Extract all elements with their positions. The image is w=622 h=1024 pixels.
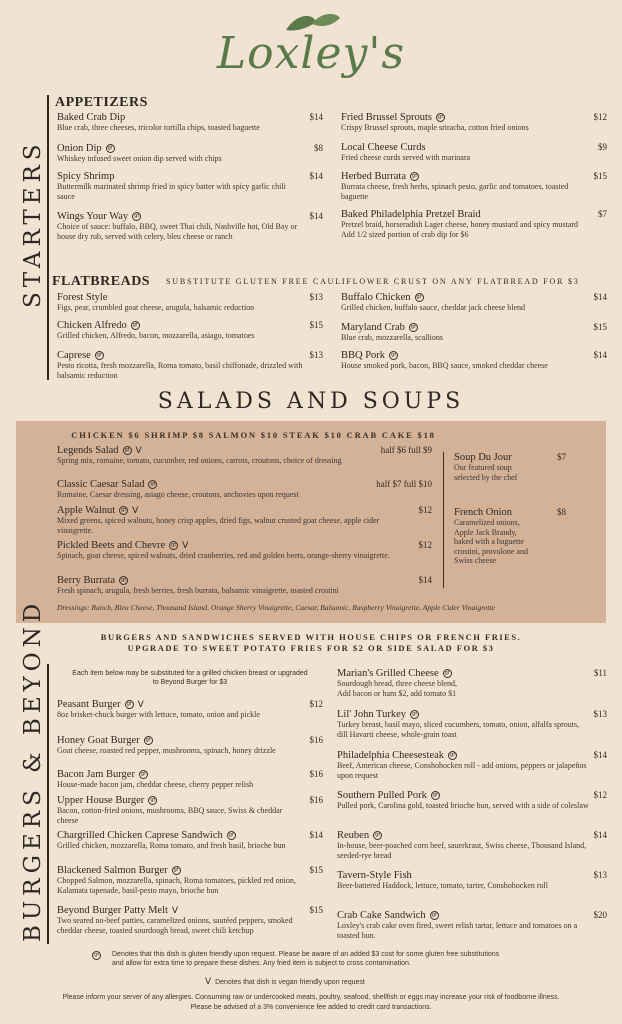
item-name: Tavern-Style Fish [337, 870, 412, 881]
item-name: Chargrilled Chicken Caprese Sandwich [57, 830, 223, 841]
item-name-row [341, 292, 607, 303]
gf-badge-icon: gf [430, 911, 439, 920]
item-name: Caprese [57, 350, 91, 361]
menu-item [57, 479, 432, 500]
vegan-v-icon: ᐯ [132, 505, 139, 516]
item-price: $20 [593, 910, 607, 920]
allergy-notice: Please inform your server of any allergies. Consuming raw or undercooked meats, poultry, seafood, shellfish or eggs may increase your risk of foodborne illness. [62, 994, 560, 1001]
menu-item [337, 668, 607, 698]
item-price: $16 [309, 735, 323, 745]
fee-notice: Please be advised of a 3% convenience fee added to credit card transactions. [190, 1004, 432, 1011]
menu-item [57, 350, 323, 380]
item-price: $13 [593, 709, 607, 719]
flatbreads-note: SUBSTITUTE GLUTEN FREE CAULIFLOWER CRUST ON ANY FLATBREAD FOR $3 [166, 277, 580, 286]
burgers-header-line2: UPGRADE TO SWEET POTATO FRIES FOR $2 OR SIDE SALAD FOR $3 [127, 643, 495, 653]
menu-item [57, 320, 323, 341]
gf-badge-icon: gf [92, 951, 101, 960]
gf-badge-icon: gf [169, 541, 178, 550]
item-name-row [57, 171, 323, 182]
menu-item [337, 830, 607, 860]
menu-item [57, 830, 323, 851]
item-price: $14 [593, 292, 607, 302]
menu-item [57, 769, 323, 790]
vegan-v-icon: ᐯ [182, 540, 189, 551]
menu-item [57, 211, 323, 241]
item-name: Maryland Crab [341, 322, 405, 333]
brand-name: Loxley's [216, 28, 406, 79]
item-description: Goat cheese, roasted red pepper, mushrooms, spinach, honey drizzle [57, 746, 276, 755]
item-description: Crispy Brussel sprouts, maple sriracha, cotton fried onions [341, 123, 529, 132]
gf-badge-icon: gf [123, 446, 132, 455]
starters-rule [47, 95, 49, 380]
item-description: Mixed greens, spiced walnuts, honey crisp apples, dried figs, walnut crusted goat cheese, apple cider vinaigrette. [57, 516, 380, 535]
item-name: Forest Style [57, 292, 108, 303]
item-price: $16 [309, 769, 323, 779]
gf-badge-icon: gf [389, 351, 398, 360]
item-price: $11 [593, 668, 607, 678]
item-description: Bacon, cotton-fried onions, mushrooms, BBQ sauce, Swiss & cheddar cheese [57, 806, 283, 825]
item-description: Fresh spinach, arugula, fresh berries, fresh burrata, balsamic vinaigrette, toasted crostini [57, 586, 339, 595]
item-name: Wings Your Way [57, 211, 129, 222]
gf-badge-icon: gf [409, 323, 418, 332]
menu-item [57, 505, 432, 535]
menu-item [337, 750, 607, 780]
menu-item [341, 292, 607, 313]
gf-badge-icon: gf [119, 506, 128, 515]
item-name-row [57, 735, 323, 746]
item-name-row [341, 350, 607, 361]
item-name: Philadelphia Cheesesteak [337, 750, 445, 761]
item-name-row [57, 211, 323, 222]
item-name: Upper House Burger [57, 795, 145, 806]
item-name-row [337, 668, 607, 679]
item-name: Apple Walnut [57, 505, 116, 516]
item-price: $16 [309, 795, 323, 805]
gf-badge-icon: gf [139, 770, 148, 779]
item-name: Marian's Grilled Cheese [337, 668, 439, 679]
item-name-row [57, 865, 323, 876]
menu-item [341, 209, 607, 239]
item-name-row [57, 112, 323, 123]
menu-item [57, 540, 432, 561]
starters-label: STARTERS [20, 139, 46, 308]
salads-title: SALADS AND SOUPS [157, 389, 465, 414]
item-price: $14 [593, 750, 607, 760]
item-price: $15 [309, 905, 323, 915]
item-description: Fried cheese curds served with marinara [341, 153, 471, 162]
item-name: Beyond Burger Patty Melt [57, 905, 168, 916]
item-price: $13 [309, 292, 323, 302]
item-description: Spinach, goat cheese, spiced walnuts, dried cranberries, red and golden beets, orange-sherry vinaigrette. [57, 551, 390, 560]
item-name-row [341, 209, 607, 220]
gf-badge-icon: gf [373, 831, 382, 840]
gf-badge-icon: gf [448, 751, 457, 760]
item-description: Figs, pear, crumbled goat cheese, arugula, balsamic reduction [57, 303, 255, 312]
item-name-row [337, 830, 607, 841]
item-description: Blue crab, three cheeses, tricolor tortilla chips, toasted baguette [57, 123, 260, 132]
item-price: $7 [557, 452, 566, 462]
item-description: Beef, American cheese, Conshohocken roll - add onions, peppers or jalapeños upon request [337, 761, 587, 780]
item-name-row [57, 795, 323, 806]
vegan-v-icon: ᐯ [205, 977, 212, 987]
menu-item [337, 790, 607, 811]
vegan-v-icon: ᐯ [137, 699, 144, 710]
item-description: 8oz brisket-chuck burger with lettuce, tomato, onion and pickle [57, 710, 260, 719]
gf-footnote-text: Denotes that this dish is gluten friendly upon request. Please be aware of an added $3 cost for some gluten free substitutions and allow for extra time to prepare these dishes. Any fried item is subject to cross contamination. [112, 951, 500, 967]
gf-badge-icon: gf [431, 791, 440, 800]
gf-badge-icon: gf [131, 321, 140, 330]
item-name: Spicy Shrimp [57, 171, 115, 182]
item-name: French Onion [454, 507, 513, 518]
vegan-footnote-text: Denotes that dish is vegan friendly upon request [215, 979, 365, 986]
item-description: Sourdough bread, three cheese blend, [337, 679, 457, 688]
item-price: $15 [593, 171, 607, 181]
item-description: Pretzel braid, horseradish Lager cheese, honey mustard and spicy mustard [341, 220, 579, 229]
salad-soup-divider [443, 452, 444, 588]
gf-badge-icon: gf [410, 172, 419, 181]
item-description: Pesto ricotta, fresh mozzarella, Roma tomato, basil chiffonade, drizzled with balsamic reduction [57, 361, 303, 380]
item-description: In-house, beer-poached corn beef, sauerkraut, Swiss cheese, Thousand Island, seeded-rye bread [337, 841, 587, 860]
item-price: $15 [309, 320, 323, 330]
gf-badge-icon: gf [227, 831, 236, 840]
item-description: Turkey breast, basil mayo, sliced cucumbers, tomato, onion, alfalfa sprouts, dill Havarti cheese, whole-grain toast [337, 720, 580, 739]
item-name: Herbed Burrata [341, 171, 407, 182]
gf-badge-icon: gf [144, 736, 153, 745]
menu-item [57, 112, 323, 133]
item-price: $14 [418, 575, 432, 585]
item-price: $9 [598, 142, 607, 152]
item-name: Baked Philadelphia Pretzel Braid [341, 209, 481, 220]
item-description: Chopped Salmon, mozzarella, spinach, Roma tomatoes, pickled red onion, Kalamata tapenade, basil-pesto mayo, brioche bun [57, 876, 296, 895]
item-price: $8 [557, 507, 566, 517]
item-price: $13 [309, 350, 323, 360]
item-description: Romaine, Caesar dressing, asiago cheese, croutons, anchovies upon request [57, 490, 299, 499]
item-name: Local Cheese Curds [341, 142, 426, 153]
item-description: Blue crab, mozzarella, scallions [341, 333, 443, 342]
flatbreads-title: FLATBREADS [52, 274, 151, 289]
item-price: $14 [309, 211, 323, 221]
gf-badge-icon: gf [132, 212, 141, 221]
gf-badge-icon: gf [125, 700, 134, 709]
item-name: Crab Cake Sandwich [337, 910, 426, 921]
vegan-v-icon: ᐯ [171, 905, 179, 916]
menu-item [337, 709, 607, 739]
menu-item [341, 171, 607, 201]
item-description: House-made bacon jam, cheddar cheese, cherry pepper relish [57, 780, 254, 789]
logo [0, 8, 622, 83]
item-name: Chicken Alfredo [57, 320, 127, 331]
gf-badge-icon: gf [119, 576, 128, 585]
item-name: Peasant Burger [57, 699, 121, 710]
gf-badge-icon: gf [443, 669, 452, 678]
item-description: Burrata cheese, fresh herbs, spinach pesto, garlic and tomatoes, toasted baguette [341, 182, 569, 201]
menu-item [57, 445, 432, 466]
item-name-row [341, 112, 607, 123]
item-name: Southern Pulled Pork [337, 790, 427, 801]
item-description: Buttermilk marinated shrimp fried in spicy batter with spicy garlic chili sauce [57, 182, 286, 201]
vegan-v-icon: ᐯ [135, 445, 142, 456]
item-description: Our featured soup selected by the chef [454, 463, 518, 482]
item-name-row [57, 830, 323, 841]
item-description: House smoked pork, bacon, BBQ sauce, smoked cheddar cheese [341, 361, 548, 370]
menu-item [341, 142, 607, 163]
item-description: Grilled chicken, buffalo sauce, cheddar jack cheese blend [341, 303, 525, 312]
item-price: $7 [598, 209, 607, 219]
item-name-row [57, 905, 323, 916]
item-name: Blackened Salmon Burger [57, 865, 168, 876]
gf-badge-icon: gf [172, 866, 181, 875]
item-name: Fried Brussel Sprouts [341, 112, 433, 123]
gf-footnote [92, 950, 512, 968]
item-name: Buffalo Chicken [341, 292, 411, 303]
dressings-list: Dressings: Ranch, Bleu Cheese, Thousand Island, Orange Sherry Vinaigrette, Caesar, Balsamic, Raspberry Vinaigrette, Apple Cider Vinaigrette [57, 603, 495, 612]
gf-badge-icon: gf [148, 480, 157, 489]
menu-item [57, 143, 323, 164]
item-price: $12 [418, 505, 432, 515]
item-extra: Add bacon or ham $2, add tomato $1 [337, 688, 457, 698]
item-name-row [57, 350, 323, 361]
item-price: $12 [309, 699, 323, 709]
gf-badge-icon: gf [436, 113, 445, 122]
menu-item [454, 452, 566, 482]
menu-item [57, 292, 323, 313]
item-extra: Add 1/2 sized portion of crab dip for $6 [341, 229, 469, 239]
item-name: Onion Dip [57, 143, 102, 154]
item-name-row [57, 699, 323, 710]
menu-item [57, 905, 323, 935]
item-name-row [337, 910, 607, 921]
item-price: $12 [593, 112, 607, 122]
menu-item [57, 865, 323, 895]
item-price: $12 [593, 790, 607, 800]
item-price: $14 [593, 350, 607, 360]
gf-badge-icon: gf [410, 710, 419, 719]
item-name-row [337, 709, 607, 720]
item-name-row [57, 143, 323, 154]
menu-item [57, 171, 323, 201]
appetizers-title: APPETIZERS [55, 95, 148, 110]
item-price: half $6 full $9 [380, 445, 432, 455]
item-description: Caramelized onions, Apple Jack Brandy, baked with a baguette crostini, provolone and Swiss cheese [454, 518, 528, 565]
item-price: $8 [314, 143, 323, 153]
item-name-row [57, 292, 323, 303]
menu-item [341, 350, 607, 371]
protein-addons: CHICKEN $6 SHRIMP $8 SALMON $10 STEAK $10 CRAB CAKE $18 [71, 430, 436, 440]
item-name: Soup Du Jour [454, 452, 512, 463]
item-name-row [57, 769, 323, 780]
burgers-label: BURGERS & BEYOND [20, 598, 46, 942]
item-description: Loxley's crab cake oven fired, sweet relish tartar, lettuce and tomatoes on a toasted bun. [337, 921, 578, 940]
item-description: Two seared no-beef patties, caramelized onions, sautéed peppers, smoked cheddar cheese, toasted sourdough bread, sweet chili ketchup [57, 916, 293, 935]
item-name: Legends Salad [57, 445, 119, 456]
item-price: $14 [309, 112, 323, 122]
vegan-footnote [205, 978, 465, 987]
item-name-row [341, 322, 607, 333]
menu-item [337, 910, 607, 940]
item-price: half $7 full $10 [376, 479, 432, 489]
item-name: BBQ Pork [341, 350, 386, 361]
menu-item [57, 795, 323, 825]
item-name-row [57, 320, 323, 331]
item-price: $14 [309, 171, 323, 181]
item-name: Honey Goat Burger [57, 735, 140, 746]
gf-badge-icon: gf [148, 796, 157, 805]
item-description: Grilled chicken, mozzarella, Roma tomato, and fresh basil, brioche bun [57, 841, 286, 850]
item-name-row [337, 750, 607, 761]
item-description: Whiskey infused sweet onion dip served with chips [57, 154, 222, 163]
item-price: $15 [593, 322, 607, 332]
item-description: Grilled chicken, Alfredo, bacon, mozzarella, asiago, tomatoes [57, 331, 255, 340]
menu-item [337, 870, 607, 891]
menu-item [341, 112, 607, 133]
item-description: Spring mix, romaine, tomato, cucumber, red onions, carrots, croutons, choice of dressing [57, 456, 342, 465]
burgers-sub-note: Each item below may be substituted for a grilled chicken breast or upgraded to Beyond Burger for $3 [72, 670, 308, 686]
item-price: $12 [418, 540, 432, 550]
item-name: Berry Burrata [57, 575, 116, 586]
item-description: Pulled pork, Carolina gold, toasted brioche bun, served with a side of coleslaw [337, 801, 589, 810]
item-name: Pickled Beets and Chevre [57, 540, 166, 551]
menu-item [57, 699, 323, 720]
item-price: $15 [309, 865, 323, 875]
item-name: Baked Crab Dip [57, 112, 126, 123]
item-name: Classic Caesar Salad [57, 479, 145, 490]
item-description: Beer-battered Haddock, lettuce, tomato, tarter, Conshohocken roll [337, 881, 548, 890]
item-price: $14 [309, 830, 323, 840]
item-name: Bacon Jam Burger [57, 769, 135, 780]
burgers-rule [47, 664, 49, 944]
item-name-row [337, 790, 607, 801]
item-description: Choice of sauce: buffalo, BBQ, sweet Thai chili, Nashville hot, Old Bay or house dry rub, served with celery, bleu cheese or ranch [57, 222, 298, 241]
gf-badge-icon: gf [106, 144, 115, 153]
menu-item [57, 735, 323, 756]
burgers-header [0, 632, 622, 654]
menu-item [454, 507, 566, 566]
item-name-row [341, 142, 607, 153]
item-name: Lil' John Turkey [337, 709, 406, 720]
item-price: $13 [593, 870, 607, 880]
burgers-header-line1: BURGERS AND SANDWICHES SERVED WITH HOUSE CHIPS OR FRENCH FRIES. [100, 632, 522, 642]
gf-badge-icon: gf [95, 351, 104, 360]
menu-item [57, 575, 432, 596]
item-price: $14 [593, 830, 607, 840]
menu-item [341, 322, 607, 343]
gf-badge-icon: gf [415, 293, 424, 302]
item-name-row [337, 870, 607, 881]
item-name-row [341, 171, 607, 182]
item-name: Reuben [337, 830, 370, 841]
